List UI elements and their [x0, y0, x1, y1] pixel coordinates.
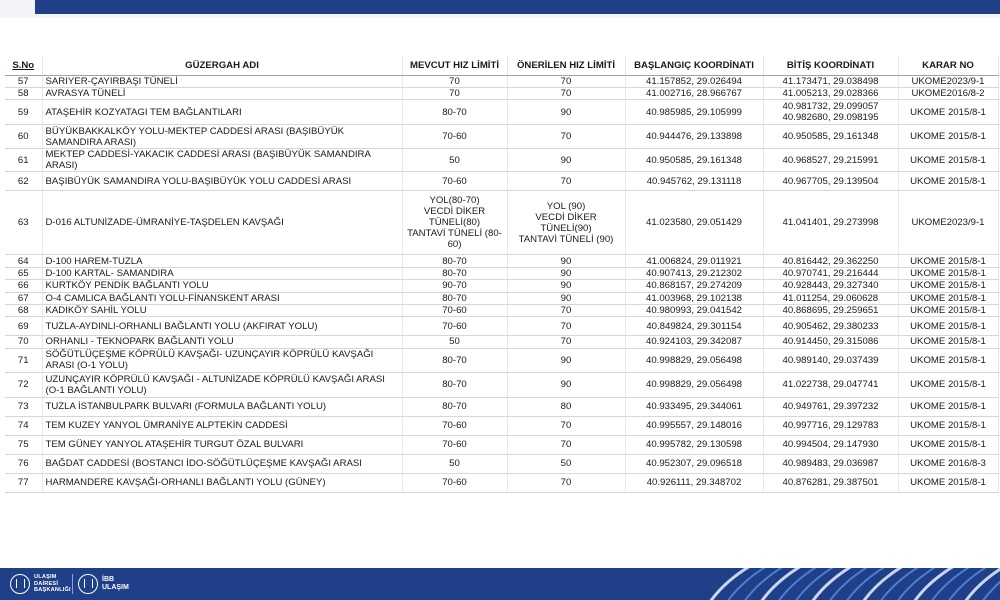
cell-start-coordinate: 40.998829, 29.056498: [625, 348, 763, 373]
logo1-text: ULAŞIM DAİRESİ BAŞKANLIĞI: [34, 574, 71, 594]
cell-decision-no: UKOME 2015/8-1: [898, 149, 998, 172]
table-row: [5, 191, 998, 255]
cell-proposed-limit: 80: [507, 397, 625, 416]
table-row: [5, 348, 998, 373]
cell-start-coordinate: 40.995782, 29.130598: [625, 435, 763, 454]
cell-route-name: D-100 HAREM-TUZLA: [42, 255, 402, 267]
ibb-emblem-icon: [10, 574, 30, 594]
cell-decision-no: UKOME 2015/8-1: [898, 255, 998, 267]
cell-proposed-limit: 70: [507, 317, 625, 336]
cell-route-name: UZUNÇAYIR KÖPRÜLÜ KAVŞAĞI - ALTUNİZADE KÖPRÜLÜ KAVŞAĞI ARASI (O-1 BAĞLANTI YOLU): [42, 373, 402, 398]
table-header-row: [5, 56, 998, 75]
table-row: [5, 435, 998, 454]
cell-sno: 69: [5, 317, 42, 336]
cell-current-limit: 80-70: [402, 348, 507, 373]
cell-proposed-limit: 90: [507, 373, 625, 398]
table-row: [5, 292, 998, 304]
cell-sno: 75: [5, 435, 42, 454]
cell-sno: 60: [5, 124, 42, 149]
cell-proposed-limit: 90: [507, 267, 625, 279]
cell-decision-no: UKOME 2015/8-1: [898, 292, 998, 304]
cell-sno: 62: [5, 172, 42, 191]
cell-current-limit: 80-70: [402, 292, 507, 304]
cell-route-name: MEKTEP CADDESİ-YAKACIK CADDESİ ARASI (BAŞIBÜYÜK SAMANDIRA ARASI): [42, 149, 402, 172]
cell-end-coordinate: 40.816442, 29.362250: [763, 255, 898, 267]
cell-route-name: D-016 ALTUNİZADE-ÜMRANİYE-TAŞDELEN KAVŞAĞI: [42, 191, 402, 255]
table-row: [5, 416, 998, 435]
footer-bar: [0, 568, 1000, 600]
cell-end-coordinate: 40.970741, 29.216444: [763, 267, 898, 279]
cell-start-coordinate: 41.006824, 29.011921: [625, 255, 763, 267]
cell-proposed-limit: 70: [507, 304, 625, 316]
cell-start-coordinate: 40.980993, 29.041542: [625, 304, 763, 316]
cell-start-coordinate: 40.998829, 29.056498: [625, 373, 763, 398]
header-bar: [35, 0, 1000, 14]
header-decision-no: KARAR NO: [898, 56, 998, 75]
cell-end-coordinate: 41.011254, 29.060628: [763, 292, 898, 304]
cell-decision-no: UKOME 2015/8-1: [898, 348, 998, 373]
cell-route-name: BAŞIBÜYÜK SAMANDIRA YOLU-BAŞIBÜYÜK YOLU CADDESİ ARASI: [42, 172, 402, 191]
cell-sno: 59: [5, 100, 42, 125]
cell-end-coordinate: 41.041401, 29.273998: [763, 191, 898, 255]
cell-start-coordinate: 40.952307, 29.096518: [625, 454, 763, 473]
cell-decision-no: UKOME2023/9-1: [898, 75, 998, 87]
table-row: [5, 255, 998, 267]
cell-sno: 77: [5, 473, 42, 492]
cell-sno: 58: [5, 87, 42, 99]
ibb-ulasim-icon: [78, 574, 98, 594]
cell-proposed-limit: 90: [507, 292, 625, 304]
cell-decision-no: UKOME 2015/8-1: [898, 124, 998, 149]
cell-start-coordinate: 40.944476, 29.133898: [625, 124, 763, 149]
cell-start-coordinate: 41.002716, 28.966767: [625, 87, 763, 99]
cell-sno: 68: [5, 304, 42, 316]
cell-route-name: D-100 KARTAL- SAMANDIRA: [42, 267, 402, 279]
cell-route-name: TUZLA İSTANBULPARK BULVARI (FORMULA BAĞLANTI YOLU): [42, 397, 402, 416]
cell-proposed-limit: 90: [507, 100, 625, 125]
cell-route-name: HARMANDERE KAVŞAĞI-ORHANLI BAĞLANTI YOLU (GÜNEY): [42, 473, 402, 492]
cell-start-coordinate: 40.907413, 29.212302: [625, 267, 763, 279]
header-end-coordinate: BİTİŞ KOORDİNATI: [763, 56, 898, 75]
table-body: [5, 75, 998, 492]
cell-start-coordinate: 40.995557, 29.148016: [625, 416, 763, 435]
cell-end-coordinate: 41.173471, 29.038498: [763, 75, 898, 87]
cell-decision-no: UKOME 2015/8-1: [898, 373, 998, 398]
cell-sno: 65: [5, 267, 42, 279]
decorative-stripes: [690, 568, 1000, 600]
table-row: [5, 317, 998, 336]
cell-start-coordinate: 40.924103, 29.342087: [625, 336, 763, 348]
cell-start-coordinate: 41.023580, 29.051429: [625, 191, 763, 255]
cell-start-coordinate: 40.985985, 29.105999: [625, 100, 763, 125]
logo-divider: [72, 574, 73, 594]
cell-sno: 72: [5, 373, 42, 398]
cell-sno: 71: [5, 348, 42, 373]
cell-current-limit: 50: [402, 149, 507, 172]
cell-proposed-limit: 70: [507, 473, 625, 492]
table-row: [5, 336, 998, 348]
cell-current-limit: 70-60: [402, 304, 507, 316]
cell-current-limit: 80-70: [402, 373, 507, 398]
cell-current-limit: 80-70: [402, 267, 507, 279]
cell-start-coordinate: 40.868157, 29.274209: [625, 280, 763, 292]
table-row: [5, 280, 998, 292]
speed-limit-table: [5, 56, 999, 493]
cell-decision-no: UKOME2023/9-1: [898, 191, 998, 255]
cell-route-name: TUZLA-AYDINLI-ORHANLI BAĞLANTI YOLU (AKFIRAT YOLU): [42, 317, 402, 336]
cell-decision-no: UKOME 2015/8-1: [898, 267, 998, 279]
cell-proposed-limit: 70: [507, 124, 625, 149]
cell-current-limit: 70-60: [402, 435, 507, 454]
cell-end-coordinate: 40.905462, 29.380233: [763, 317, 898, 336]
table-row: [5, 267, 998, 279]
cell-end-coordinate: 40.868695, 29.259651: [763, 304, 898, 316]
cell-end-coordinate: 40.928443, 29.327340: [763, 280, 898, 292]
cell-route-name: AVRASYA TÜNELİ: [42, 87, 402, 99]
table-row: [5, 87, 998, 99]
cell-decision-no: UKOME 2015/8-1: [898, 336, 998, 348]
cell-proposed-limit: 70: [507, 75, 625, 87]
cell-decision-no: UKOME 2015/8-1: [898, 100, 998, 125]
cell-sno: 74: [5, 416, 42, 435]
cell-sno: 61: [5, 149, 42, 172]
cell-current-limit: 70-60: [402, 172, 507, 191]
cell-proposed-limit: YOL (90) VECDİ DİKER TÜNELİ(90) TANTAVİ TÜNELİ (90): [507, 191, 625, 255]
cell-decision-no: UKOME 2015/8-1: [898, 172, 998, 191]
cell-sno: 57: [5, 75, 42, 87]
cell-start-coordinate: 40.849824, 29.301154: [625, 317, 763, 336]
cell-current-limit: 70-60: [402, 473, 507, 492]
cell-sno: 76: [5, 454, 42, 473]
table-row: [5, 473, 998, 492]
cell-proposed-limit: 90: [507, 255, 625, 267]
cell-proposed-limit: 50: [507, 454, 625, 473]
cell-proposed-limit: 70: [507, 336, 625, 348]
cell-current-limit: 70: [402, 87, 507, 99]
cell-route-name: KADIKÖY SAHİL YOLU: [42, 304, 402, 316]
cell-end-coordinate: 40.950585, 29.161348: [763, 124, 898, 149]
cell-proposed-limit: 70: [507, 87, 625, 99]
cell-sno: 63: [5, 191, 42, 255]
cell-decision-no: UKOME 2015/8-1: [898, 416, 998, 435]
cell-end-coordinate: 40.989483, 29.036987: [763, 454, 898, 473]
cell-start-coordinate: 41.157852, 29.026494: [625, 75, 763, 87]
cell-route-name: BÜYÜKBAKKALKÖY YOLU-MEKTEP CADDESİ ARASI (BAŞIBÜYÜK SAMANDIRA ARASI): [42, 124, 402, 149]
cell-route-name: TEM GÜNEY YANYOL ATAŞEHİR TURGUT ÖZAL BULVARI: [42, 435, 402, 454]
cell-sno: 66: [5, 280, 42, 292]
cell-route-name: ORHANLI - TEKNOPARK BAĞLANTI YOLU: [42, 336, 402, 348]
ulasim-dairesi-logo: [10, 572, 71, 596]
cell-end-coordinate: 40.994504, 29.147930: [763, 435, 898, 454]
cell-proposed-limit: 90: [507, 280, 625, 292]
cell-sno: 70: [5, 336, 42, 348]
cell-current-limit: 50: [402, 454, 507, 473]
cell-end-coordinate: 40.876281, 29.387501: [763, 473, 898, 492]
cell-decision-no: UKOME2016/8-2: [898, 87, 998, 99]
table-row: [5, 100, 998, 125]
cell-route-name: TEM KUZEY YANYOL ÜMRANİYE ALPTEKİN CADDESİ: [42, 416, 402, 435]
cell-decision-no: UKOME 2015/8-1: [898, 280, 998, 292]
cell-current-limit: 70: [402, 75, 507, 87]
cell-decision-no: UKOME 2015/8-1: [898, 317, 998, 336]
table-row: [5, 373, 998, 398]
cell-proposed-limit: 90: [507, 348, 625, 373]
cell-current-limit: 90-70: [402, 280, 507, 292]
cell-route-name: SÖĞÜTLÜÇEŞME KÖPRÜLÜ KAVŞAĞI- UZUNÇAYIR KÖPRÜLÜ KAVŞAĞI ARASI (O-1 YOLU): [42, 348, 402, 373]
cell-start-coordinate: 40.933495, 29.344061: [625, 397, 763, 416]
header-current-limit: MEVCUT HIZ LİMİTİ: [402, 56, 507, 75]
cell-decision-no: UKOME 2016/8-3: [898, 454, 998, 473]
cell-current-limit: 70-60: [402, 124, 507, 149]
header-start-coordinate: BAŞLANGIÇ KOORDİNATI: [625, 56, 763, 75]
cell-route-name: SARIYER-ÇAYIRBAŞI TÜNELİ: [42, 75, 402, 87]
cell-proposed-limit: 70: [507, 172, 625, 191]
cell-current-limit: 80-70: [402, 255, 507, 267]
cell-end-coordinate: 40.981732, 29.099057 40.982680, 29.098195: [763, 100, 898, 125]
cell-current-limit: 50: [402, 336, 507, 348]
cell-current-limit: YOL(80-70) VECDİ DİKER TÜNELİ(80) TANTAVİ TÜNELİ (80-60): [402, 191, 507, 255]
table-row: [5, 149, 998, 172]
table-row: [5, 397, 998, 416]
cell-decision-no: UKOME 2015/8-1: [898, 397, 998, 416]
cell-decision-no: UKOME 2015/8-1: [898, 435, 998, 454]
header-route-name: GÜZERGAH ADI: [42, 56, 402, 75]
cell-end-coordinate: 40.989140, 29.037439: [763, 348, 898, 373]
cell-end-coordinate: 40.997716, 29.129783: [763, 416, 898, 435]
cell-start-coordinate: 40.950585, 29.161348: [625, 149, 763, 172]
cell-start-coordinate: 40.926111, 29.348702: [625, 473, 763, 492]
cell-route-name: BAĞDAT CADDESİ (BOSTANCI İDO-SÖĞÜTLÜÇEŞME KAVŞAĞI ARASI: [42, 454, 402, 473]
cell-decision-no: UKOME 2015/8-1: [898, 473, 998, 492]
ibb-ulasim-logo: [78, 572, 129, 596]
header-proposed-limit: ÖNERİLEN HIZ LİMİTİ: [507, 56, 625, 75]
table-row: [5, 304, 998, 316]
table-row: [5, 454, 998, 473]
stripe-line: [965, 568, 1000, 600]
speed-limit-table-container: [5, 56, 998, 493]
cell-sno: 67: [5, 292, 42, 304]
cell-end-coordinate: 41.005213, 29.028366: [763, 87, 898, 99]
cell-end-coordinate: 40.968527, 29.215991: [763, 149, 898, 172]
cell-end-coordinate: 41.022738, 29.047741: [763, 373, 898, 398]
table-row: [5, 75, 998, 87]
cell-start-coordinate: 40.945762, 29.131118: [625, 172, 763, 191]
top-band: [0, 0, 1000, 18]
cell-current-limit: 70-60: [402, 317, 507, 336]
cell-end-coordinate: 40.914450, 29.315086: [763, 336, 898, 348]
cell-proposed-limit: 70: [507, 435, 625, 454]
table-row: [5, 124, 998, 149]
cell-current-limit: 70-60: [402, 416, 507, 435]
logo2-text: İBB ULAŞIM: [102, 576, 129, 591]
cell-sno: 64: [5, 255, 42, 267]
cell-start-coordinate: 41.003968, 29.102138: [625, 292, 763, 304]
cell-route-name: ATAŞEHİR KOZYATAGI TEM BAĞLANTILARI: [42, 100, 402, 125]
table-row: [5, 172, 998, 191]
cell-sno: 73: [5, 397, 42, 416]
cell-end-coordinate: 40.949761, 29.397232: [763, 397, 898, 416]
cell-current-limit: 80-70: [402, 100, 507, 125]
cell-route-name: O-4 CAMLICA BAĞLANTI YOLU-FİNANSKENT ARASI: [42, 292, 402, 304]
cell-end-coordinate: 40.967705, 29.139504: [763, 172, 898, 191]
header-sno: S.No: [5, 56, 42, 75]
cell-proposed-limit: 70: [507, 416, 625, 435]
cell-route-name: KURTKÖY PENDİK BAĞLANTI YOLU: [42, 280, 402, 292]
cell-current-limit: 80-70: [402, 397, 507, 416]
cell-proposed-limit: 90: [507, 149, 625, 172]
cell-decision-no: UKOME 2015/8-1: [898, 304, 998, 316]
